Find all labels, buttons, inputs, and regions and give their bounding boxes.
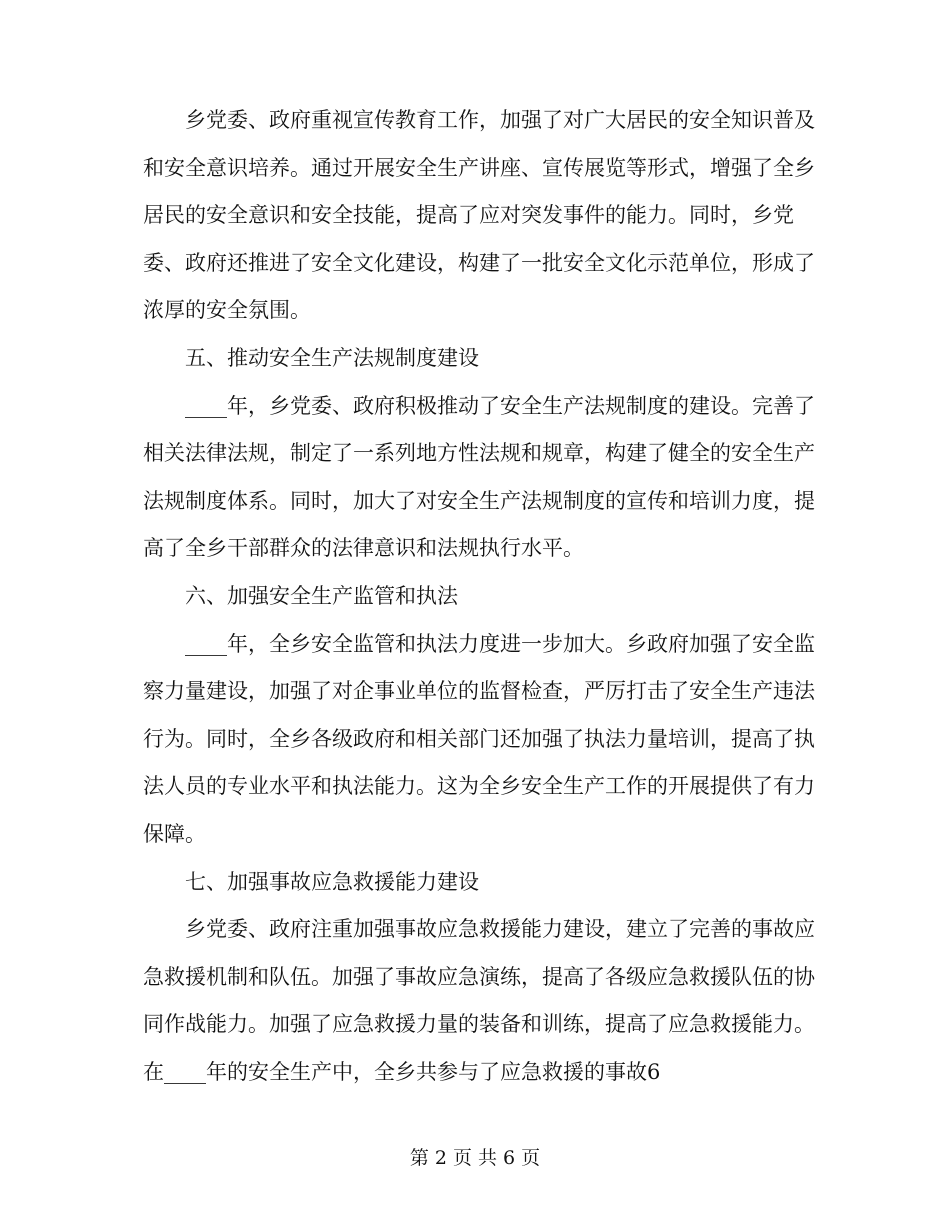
paragraph-safety-education: 乡党委、政府重视宣传教育工作，加强了对广大居民的安全知识普及和安全意识培养。通过开展安全生产讲座、宣传展览等形式，增强了全乡居民的安全意识和安全技能，提高了应对突发事件的能力。同时，乡党委、政府还推进了安全文化建设，构建了一批安全文化示范单位，形成了浓厚的安全氛围。 xyxy=(143,108,815,323)
footer-mid: 页 共 xyxy=(452,1147,498,1169)
total-pages-number: 6 xyxy=(503,1147,516,1169)
footer-prefix: 第 xyxy=(409,1147,429,1169)
document-body xyxy=(143,97,823,1096)
page-footer xyxy=(0,1143,950,1170)
section-heading-5: 五、推动安全生产法规制度建设 xyxy=(185,345,479,370)
section-heading-6: 六、加强安全生产监管和执法 xyxy=(185,583,458,608)
current-page-number: 2 xyxy=(434,1147,447,1169)
footer-suffix: 页 xyxy=(521,1147,541,1169)
paragraph-emergency-rescue: 乡党委、政府注重加强事故应急救援能力建设，建立了完善的事故应急救援机制和队伍。加强了事故应急演练，提高了各级应急救援队伍的协同作战能力。加强了应急救援力量的装备和训练，提高了应急救援能力。在____年的安全生产中，全乡共参与了应急救援的事故6 xyxy=(143,917,815,1084)
paragraph-regulations: ____年，乡党委、政府积极推动了安全生产法规制度的建设。完善了相关法律法规，制定了一系列地方性法规和规章，构建了健全的安全生产法规制度体系。同时，加大了对安全生产法规制度的宣传和培训力度，提高了全乡干部群众的法律意识和法规执行水平。 xyxy=(143,393,815,561)
section-heading-7: 七、加强事故应急救援能力建设 xyxy=(185,869,479,894)
paragraph-supervision: ____年，全乡安全监管和执法力度进一步加大。乡政府加强了安全监察力量建设，加强了对企事业单位的监督检查，严厉打击了安全生产违法行为。同时，全乡各级政府和相关部门还加强了执法力量培训，提高了执法人员的专业水平和执法能力。这为全乡安全生产工作的开展提供了有力保障。 xyxy=(143,631,815,846)
